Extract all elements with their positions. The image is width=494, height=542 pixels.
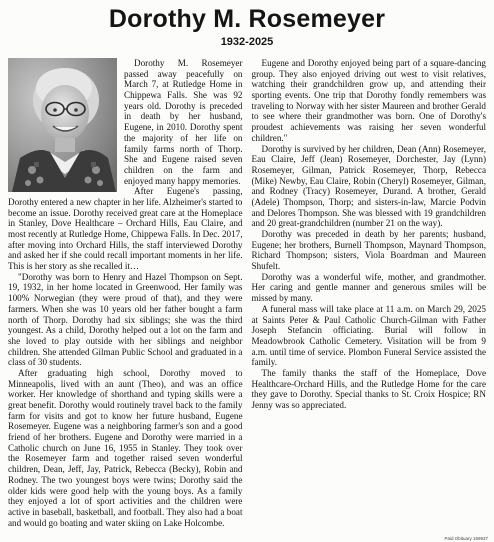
obituary-paragraph: Dorothy M. Rosemeyer passed away peacefully on March 7, at Rutledge Home in Chippewa Falls. She was 92 years old. Dorothy is preceded in death by her husband, Eugene, in 2010. Dorothy spent the majority of her life on family farms north of Thorp. She and Eugene raised seven children on the farm and enjoyed many happy memories.	[124, 58, 243, 186]
obituary-body	[8, 58, 486, 532]
obituary-paragraph: After graduating high school, Dorothy moved to Minneapolis, lived with an aunt (Theo), and was an office worker. Her knowledge of shorthand and typing skills were a great benefit. Dorothy would routinely travel back to the family farm for visits and got to know her future husband, Eugene Rosemeyer. Eugene was a neighboring farmer's son and a good friend of her brothers. Eugene and Dorothy were married in a Catholic church on June 16, 1955 in Stanley. They took over the Rosemeyer farm and together raised seven wonderful children, Dean, Jeff, Jay, Patrick, Rebecca (Becky), Robin and Rodney. The two youngest boys were twins; Dorothy said the older kids were good help with the young boys. As a family they enjoyed a lot of sport activities and the children were active in baseball, basketball, and football. They also had a boat and would go boating and water skiing on Lake Holcombe.	[8, 367, 243, 528]
life-dates: 1932-2025	[220, 36, 274, 48]
portrait-image-icon	[8, 58, 117, 192]
paid-obituary-id: Paid Obituary 169937	[444, 536, 488, 541]
portrait-photo	[8, 58, 117, 192]
obituary-paragraph: After Eugene's passing, Dorothy entered a new chapter in her life. Alzheimer's started to become an issue. Dorothy received great care at the Homeplace in Stanley, Dove Healthcare – Orchard Hills, Eau Claire, and most recently at Rutledge Home, Chippewa Falls. In Dec. 2017, after moving into Orchard Hills, the staff interviewed Dorothy and asked her if she could recall important moments in her life. This is her story as she recalled it…	[8, 186, 243, 272]
obituary-paragraph: The family thanks the staff of the Homeplace, Dove Healthcare-Orchard Hills, and the Rutledge Home for the care they gave to Dorothy. Special thanks to St. Croix Hospice; RN Jenny was so appreciated.	[251, 367, 486, 410]
obituary-paragraph: "Dorothy was born to Henry and Hazel Thompson on Sept. 19, 1932, in her home located in Greenwood. Her family was 100% Norwegian (they were proud of that), and they were farmers. When she was 10 years old her father bought a farm north of Thorp. Dorothy had six siblings; she was the third youngest. As a child, Dorothy helped out a lot on the farm and she loved to play outside with her siblings and neighbor children. She attended Gilman Public School and graduated in a class of 30 students.	[8, 271, 243, 368]
obituary-paragraph: Dorothy was preceded in death by her parents; husband, Eugene; her brothers, Burnell Thompson, Maynard Thompson, Richard Thompson; sisters, Viola Boardman and Maureen Shufelt.	[251, 229, 486, 272]
obituary-paragraph: Dorothy is survived by her children, Dean (Ann) Rosemeyer, Eau Claire, Jeff (Jean) Rosemeyer, Dorchester, Jay (Lynn) Rosemeyer, Gilman, Patrick Rosemeyer, Thorp, Rebecca (Mike) Newby, Eau Claire, Robin (Cheryl) Rosemeyer, Gilman, and Rodney (Tracy) Rosemeyer, Durand. A brother, Gerald (Adele) Thompson, Thorp; and sisters-in-law, Marcie Podvin and Delores Thompson. She was blessed with 19 grandchildren and 20 great-grandchildren (number 21 on the way).	[251, 143, 486, 229]
obituary-paragraph: Dorothy was a wonderful wife, mother, and grandmother. Her caring and gentle manner and generous smiles will be missed by many.	[251, 271, 486, 304]
obituary-name: Dorothy M. Rosemeyer	[108, 5, 386, 33]
obituary-paragraph: A funeral mass will take place at 11 a.m. on March 29, 2025 at Saints Peter & Paul Catholic Church-Gilman with Father Joseph Stefancin officiating. Burial will follow in Meadowbrook Catholic Cemetery. Visitation will be from 9 a.m. until time of service. Plombon Funeral Service assisted the family.	[251, 303, 486, 368]
obituary-paragraph: Eugene and Dorothy enjoyed being part of a square-dancing group. They also enjoyed driving out west to visit relatives, watching their grandchildren grow up, and attending their sporting events. One trip that Dorothy fondly remembers was traveling to Norway with her sister Maureen and brother Gerald to see where their grandmother was born. One of Dorothy's proudest achievements was raising her seven wonderful children."	[251, 58, 486, 143]
